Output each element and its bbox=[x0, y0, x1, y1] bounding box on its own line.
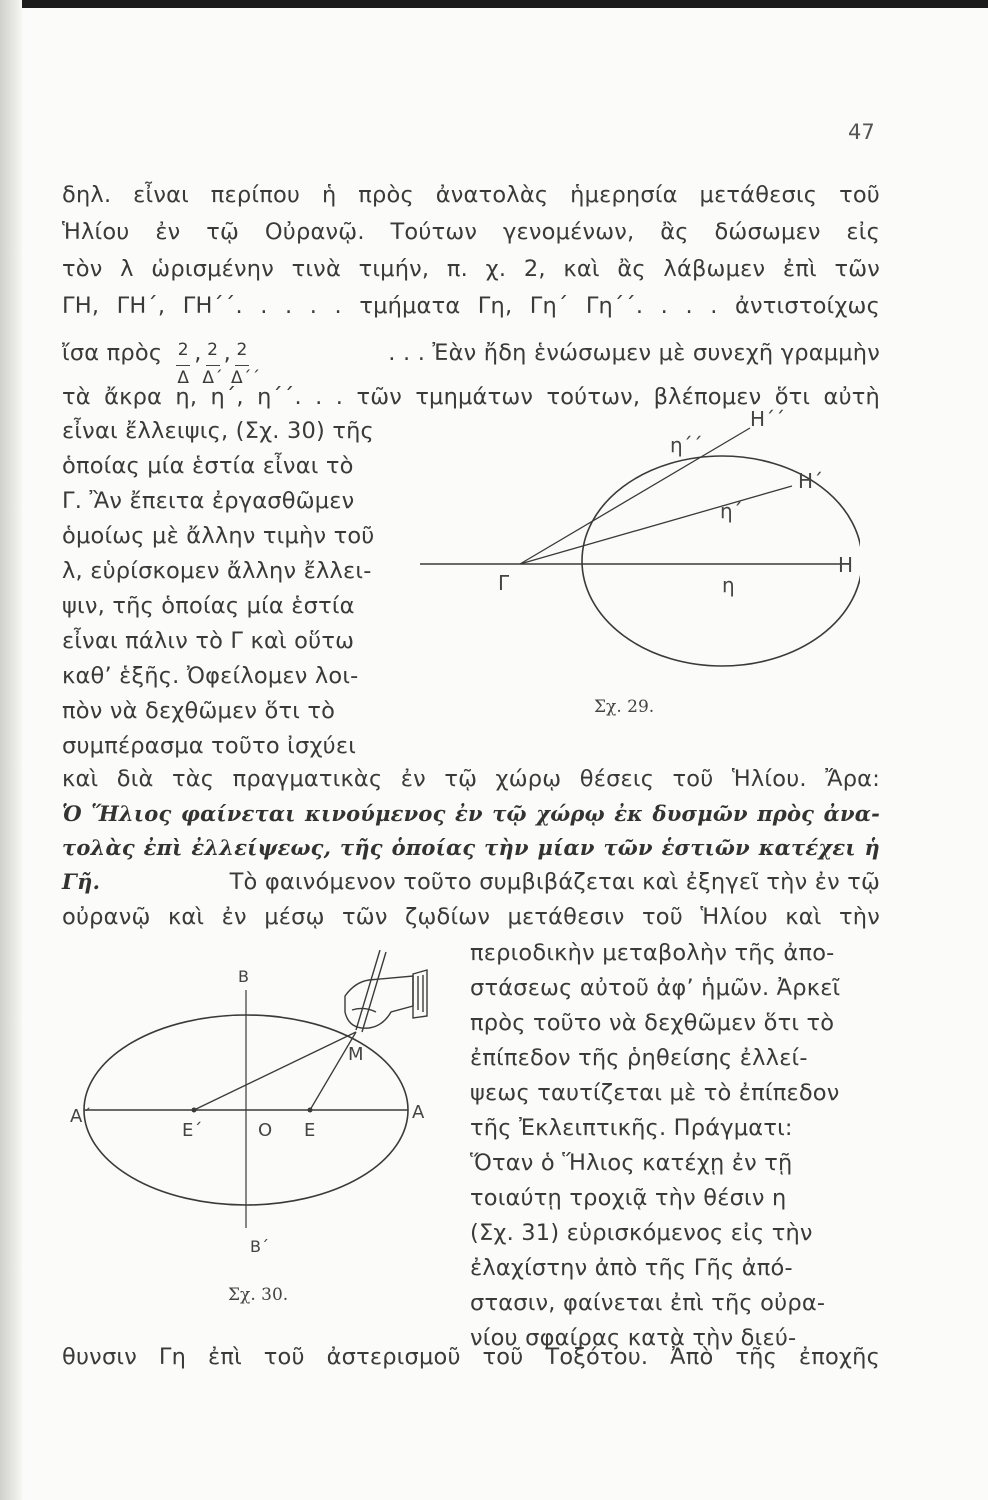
text-line: ψιν, τῆς ὁποίας μία ἑστία bbox=[62, 593, 355, 619]
text-line: στασιν, φαίνεται ἐπὶ τῆς οὐρα- bbox=[470, 1290, 826, 1316]
text-line: στάσεως αὐτοῦ ἀφ’ ἡμῶν. Ἀρκεῖ bbox=[470, 975, 841, 1001]
label-h2: η΄΄ bbox=[670, 433, 703, 457]
text-line: Ἡλίου ἐν τῷ Οὐρανῷ. Τούτων γενομένων, ἂς δώσωμεν εἰς bbox=[62, 219, 880, 245]
label-h0: η bbox=[722, 573, 735, 597]
label-G: Γ bbox=[498, 571, 510, 595]
text-line-italic: Ὁ Ἥλιος φαίνεται κινούμενος ἐν τῷ χώρῳ ἐκ δυσμῶν πρὸς ἀνα- bbox=[62, 801, 880, 826]
text-line: ὁποίας μία ἑστία εἶναι τὸ bbox=[62, 453, 354, 479]
text-line-italic: τολὰς ἐπὶ ἐλλείψεως, τῆς ὁποίας τὴν μίαν τῶν ἑστιῶν κατέχει ἡ bbox=[62, 835, 880, 860]
fraction-denominator: Δ΄ bbox=[202, 368, 223, 388]
text-fragment: ἴσα πρὸς bbox=[62, 340, 163, 366]
text-line: συμπέρασμα τοῦτο ἰσχύει bbox=[62, 733, 357, 759]
label-H1: Η΄ bbox=[798, 469, 824, 493]
label-A: Α bbox=[412, 1102, 425, 1123]
text-fragment: Τὸ φαινόμενον τοῦτο συμβιβάζεται καὶ ἐξηγεῖ τὴν ἐν τῷ bbox=[229, 869, 880, 895]
text-fragment: . . . Ἐὰν ἤδη ἑνώσωμεν μὲ συνεχῆ γραμμὴν bbox=[388, 340, 880, 366]
text-line: ΓΗ, ΓΗ΄, ΓΗ΄΄. . . . . τμήματα Γη, Γη΄ Γη΄΄. . . . ἀντιστοίχως bbox=[62, 293, 880, 319]
hand-pencil-icon bbox=[345, 950, 427, 1032]
text-line: λ, εὑρίσκομεν ἄλλην ἔλλει- bbox=[62, 558, 372, 584]
text-line: δηλ. εἶναι περίπου ἡ πρὸς ἀνατολὰς ἡμερησία μετάθεσις τοῦ bbox=[62, 182, 880, 208]
figure-30 bbox=[62, 950, 462, 1280]
page-number: 47 bbox=[848, 120, 875, 144]
fraction-numerator: 2 bbox=[236, 340, 248, 360]
text-line: ὁμοίως μὲ ἄλλην τιμὴν τοῦ bbox=[62, 523, 375, 549]
label-h1: η΄ bbox=[720, 499, 743, 523]
figure-29-caption: Σχ. 29. bbox=[594, 697, 655, 717]
text-line: τῆς Ἐκλειπτικῆς. Πράγματι: bbox=[470, 1115, 793, 1141]
text-line: εἶναι πάλιν τὸ Γ καὶ οὕτω bbox=[62, 628, 355, 654]
label-H0: Η bbox=[838, 553, 854, 577]
text-line: (Σχ. 31) εὑρισκόμενος εἰς τὴν bbox=[470, 1220, 813, 1246]
figure-30-caption: Σχ. 30. bbox=[228, 1285, 289, 1305]
text-line: πὸν νὰ δεχθῶμεν ὅτι τὸ bbox=[62, 698, 336, 724]
fraction-numerator: 2 bbox=[207, 340, 219, 360]
label-M: Μ bbox=[348, 1044, 364, 1065]
text-line: περιοδικὴν μεταβολὴν τῆς ἀπο- bbox=[470, 940, 835, 966]
label-H2: Η΄΄ bbox=[750, 407, 786, 431]
focus-point-e bbox=[308, 1108, 313, 1113]
text-line: ἐλαχίστην ἀπὸ τῆς Γῆς ἀπό- bbox=[470, 1255, 793, 1281]
label-A1: Α΄ bbox=[70, 1106, 92, 1127]
ray-gh1 bbox=[520, 486, 792, 564]
fraction-denominator: Δ bbox=[177, 368, 190, 388]
label-E1: Ε΄ bbox=[182, 1120, 203, 1141]
text-line: καθ’ ἑξῆς. Ὀφείλομεν λοι- bbox=[62, 663, 359, 689]
ray-gh2 bbox=[520, 428, 750, 564]
text-line-fractions: ἴσα πρὸς $\frac{2}{\Delta}$ , $\frac{2}{\Delta΄}$ , $\frac{2}{\Delta΄΄}$ . . . Ἐὰν ἤδη ἑνώσωμεν μὲ συνεχῆ γραμμὴν bbox=[62, 338, 880, 368]
focus-point-e1 bbox=[192, 1108, 197, 1113]
label-B: Β bbox=[238, 967, 249, 986]
label-E: Ε bbox=[304, 1120, 316, 1141]
fraction-numerator: 2 bbox=[177, 340, 189, 360]
figure-29 bbox=[420, 400, 860, 730]
text-line: εἶναι ἔλλειψις, (Σχ. 30) τῆς bbox=[62, 418, 374, 444]
text-line-mixed bbox=[62, 867, 880, 897]
fraction-denominator: Δ΄΄ bbox=[230, 368, 261, 388]
text-fragment-italic: Γῆ. bbox=[62, 869, 101, 894]
page-top-edge bbox=[0, 0, 988, 8]
label-B1: Β΄ bbox=[250, 1237, 269, 1256]
text-line: τὰ ἄκρα η, η΄, η΄΄. . . τῶν τμημάτων τούτων, βλέπομεν ὅτι αὐτὴ bbox=[62, 384, 880, 410]
text-line: νίου σφαίρας κατὰ τὴν διεύ- bbox=[470, 1325, 797, 1351]
text-line: καὶ διὰ τὰς πραγματικὰς ἐν τῷ χώρῳ θέσεις τοῦ Ἡλίου. Ἄρα: bbox=[62, 766, 880, 792]
label-O: Ο bbox=[258, 1120, 273, 1141]
text-line: θυνσιν Γη ἐπὶ τοῦ ἀστερισμοῦ τοῦ Τοξότου. Ἀπὸ τῆς ἐποχῆς bbox=[62, 1344, 880, 1370]
text-line: τὸν λ ὡρισμένην τινὰ τιμήν, π. χ. 2, καὶ ἂς λάβωμεν ἐπὶ τῶν bbox=[62, 256, 880, 282]
focal-ray-e1 bbox=[194, 1032, 356, 1110]
text-line: Γ. Ἂν ἔπειτα ἐργασθῶμεν bbox=[62, 488, 355, 514]
text-line: ψεως ταυτίζεται μὲ τὸ ἐπίπεδον bbox=[470, 1080, 840, 1106]
text-line: πρὸς τοῦτο νὰ δεχθῶμεν ὅτι τὸ bbox=[470, 1010, 835, 1036]
text-line: ἐπίπεδον τῆς ῥηθείσης ἐλλεί- bbox=[470, 1045, 808, 1071]
text-line: οὐρανῷ καὶ ἐν μέσῳ τῶν ζῳδίων μετάθεσιν τοῦ Ἡλίου καὶ τὴν bbox=[62, 904, 880, 930]
text-line: τοιαύτῃ τροχιᾷ τὴν θέσιν η bbox=[470, 1185, 787, 1211]
text-line: Ὅταν ὁ Ἥλιος κατέχῃ ἐν τῇ bbox=[470, 1150, 793, 1176]
page-binding-shadow bbox=[0, 0, 22, 1500]
